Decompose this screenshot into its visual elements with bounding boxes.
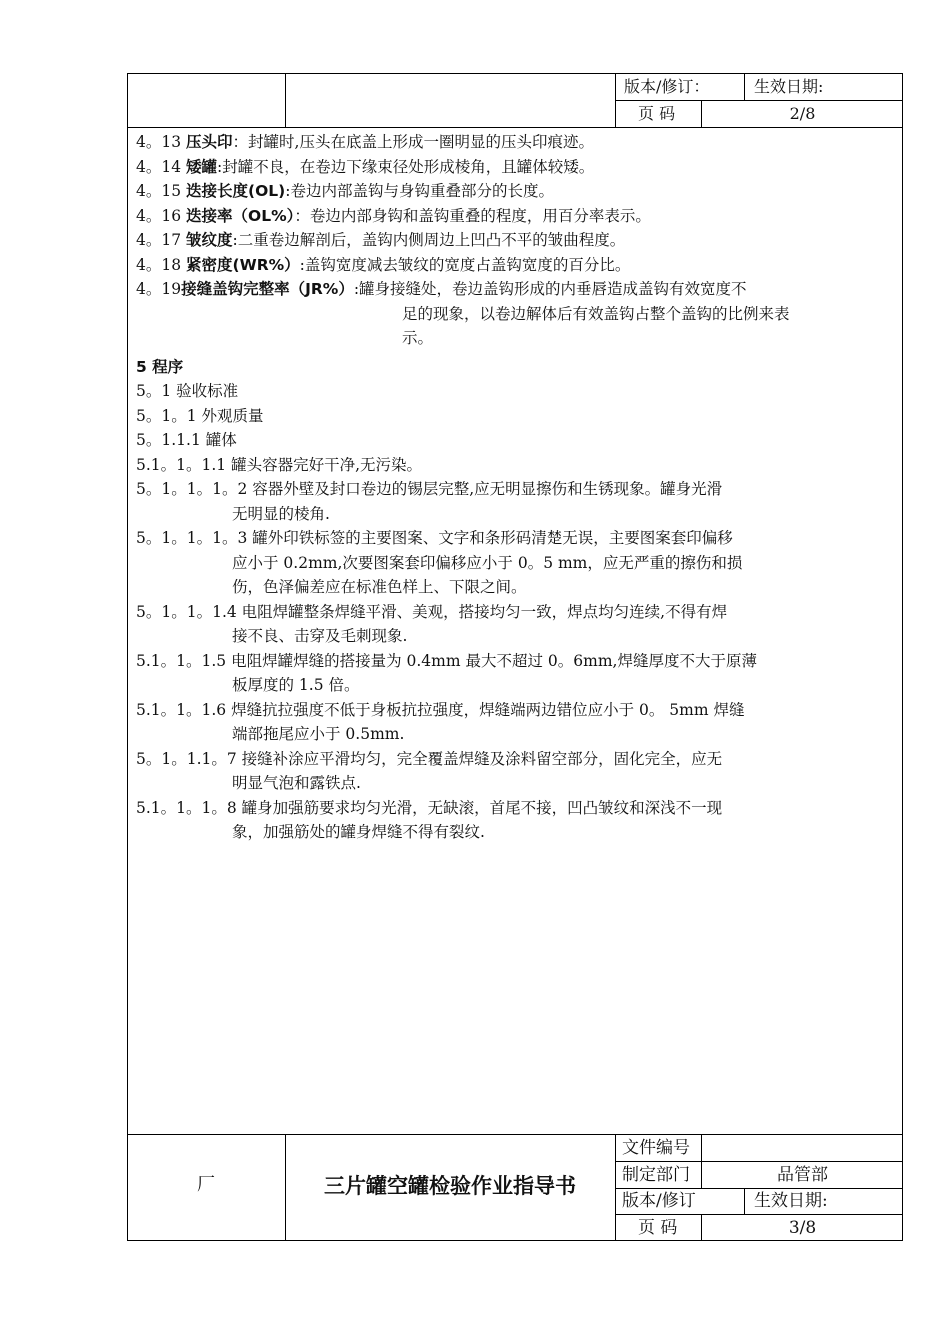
definition-text: ：封罐时,压头在底盖上形成一圈明显的压头印痕迹。 <box>232 133 594 151</box>
definition-text: :盖钩宽度减去皱纹的宽度占盖钩宽度的百分比。 <box>299 255 631 274</box>
definition-number: 4。13 <box>136 133 187 151</box>
definition-4-19 <box>136 277 898 302</box>
definition-4-16 <box>136 204 898 229</box>
definition-number: 4。18 <box>136 255 187 274</box>
footer-page-value: 3/8 <box>788 1218 817 1238</box>
footer-dept-value: 品管部 <box>777 1165 828 1185</box>
definition-term: 迭接长度(OL) <box>186 182 286 200</box>
header-page-label: 页 码 <box>638 104 676 123</box>
definition-text: :二重卷边解剖后，盖钩内侧周边上凹凸不平的皱曲程度。 <box>232 231 626 249</box>
item-1: 5.1。1。1.1 罐头容器完好干净,无污染。 <box>136 455 423 474</box>
footer-top-line <box>127 1134 903 1135</box>
item-7-cont: 明显气泡和露铁点. <box>232 774 361 792</box>
definition-number: 4。19 <box>136 280 182 298</box>
header-divider-bottom <box>127 127 903 128</box>
footer-version-label: 版本/修订 <box>622 1191 696 1211</box>
definition-term: 压头印 <box>186 133 233 151</box>
header-vline-3 <box>744 73 745 100</box>
item-4: 5。1。1。1.4 电阻焊罐整条焊缝平滑、美观，搭接均匀一致，焊点均匀连续,不得有焊 <box>136 602 728 621</box>
footer-effective-date-label: 生效日期: <box>754 1191 828 1211</box>
item-6-cont: 端部拖尾应小于 0.5mm. <box>232 725 405 743</box>
item-3-cont: 伤，色泽偏差应在标准色样上、下限之间。 <box>232 578 527 596</box>
definition-term: 皱纹度 <box>186 231 233 249</box>
item-4-cont: 接不良、击穿及毛刺现象. <box>232 627 408 645</box>
definition-4-19-cont: 足的现象，以卷边解体后有效盖钩占整个盖钩的比例来表 <box>402 304 790 323</box>
header-effective-date-label: 生效日期: <box>754 77 824 96</box>
item-2: 5。1。1。1。2 容器外壁及封口卷边的锡层完整,应无明显擦伤和生锈现象。罐身光滑 <box>136 480 723 498</box>
definition-4-17 <box>136 228 898 253</box>
definition-4-13 <box>136 130 898 155</box>
definition-term: 迭接率（OL%） <box>186 206 295 225</box>
document-body <box>136 130 898 845</box>
header-page-value: 2/8 <box>789 104 816 123</box>
item-3-cont: 应小于 0.2mm,次要图案套印偏移应小于 0。5 mm，应无严重的擦伤和损 <box>232 553 743 572</box>
footer-dept-label: 制定部门 <box>622 1165 690 1185</box>
header-version-label: 版本/修订： <box>624 77 710 96</box>
item-5: 5.1。1。1.5 电阻焊罐焊缝的搭接量为 0.4mm 最大不超过 0。6mm,焊缝厚度不大于原薄 <box>136 651 757 670</box>
definition-number: 4。17 <box>136 231 187 249</box>
footer-vline-4 <box>744 1188 745 1214</box>
item-2-cont: 无明显的棱角. <box>232 504 330 523</box>
definition-text: :封罐不良，在卷边下缘束径处形成棱角，且罐体较矮。 <box>217 157 595 176</box>
definition-text: :罐身接缝处，卷边盖钩形成的内垂唇造成盖钩有效宽度不 <box>353 280 747 298</box>
definition-text: ：卷边内部身钩和盖钩重叠的程度，用百分率表示。 <box>294 206 651 225</box>
item-7: 5。1。1.1。7 接缝补涂应平滑均匀，完全覆盖焊缝及涂料留空部分，固化完全，应无 <box>136 749 723 768</box>
document-title: 三片罐空罐检验作业指导书 <box>324 1174 576 1198</box>
definition-4-19-cont: 示。 <box>402 329 434 347</box>
item-5-cont: 板厚度的 1.5 倍。 <box>232 676 360 694</box>
item-8: 5.1。1。1。8 罐身加强筋要求均匀光滑，无缺滚，首尾不接，凹凸皱纹和深浅不一现 <box>136 798 723 817</box>
definition-number: 4。15 <box>136 182 187 200</box>
definition-term: 矮罐 <box>186 157 218 176</box>
section-5-1-1: 5。1。1 外观质量 <box>136 406 264 425</box>
definition-4-15 <box>136 179 898 204</box>
header-vline-2 <box>615 73 616 127</box>
item-8-cont: 象，加强筋处的罐身焊缝不得有裂纹. <box>232 823 485 841</box>
definition-4-18 <box>136 253 898 278</box>
footer-factory: 厂 <box>197 1174 215 1195</box>
definition-term: 紧密度(WR%） <box>186 255 300 274</box>
item-3: 5。1。1。1。3 罐外印铁标签的主要图案、文字和条形码清楚无误，主要图案套印偏移 <box>136 529 733 547</box>
definition-text: :卷边内部盖钩与身钩重叠部分的长度。 <box>285 182 554 200</box>
definition-number: 4。16 <box>136 206 187 225</box>
section-5-1-1-1: 5。1.1.1 罐体 <box>136 431 237 449</box>
item-6: 5.1。1。1.6 焊缝抗拉强度不低于身板抗拉强度，焊缝端两边错位应小于 0。 5mm 焊缝 <box>136 700 745 719</box>
footer-doc-no-label: 文件编号 <box>622 1138 690 1158</box>
definition-4-14 <box>136 155 898 180</box>
definition-number: 4。14 <box>136 157 187 176</box>
section-5-heading: 5 程序 <box>136 357 184 376</box>
section-5-1: 5。1 验收标准 <box>136 382 239 400</box>
definition-term: 接缝盖钩完整率（JR%） <box>181 280 354 298</box>
header-vline-1 <box>285 73 286 127</box>
footer-page-label: 页 码 <box>638 1218 678 1238</box>
